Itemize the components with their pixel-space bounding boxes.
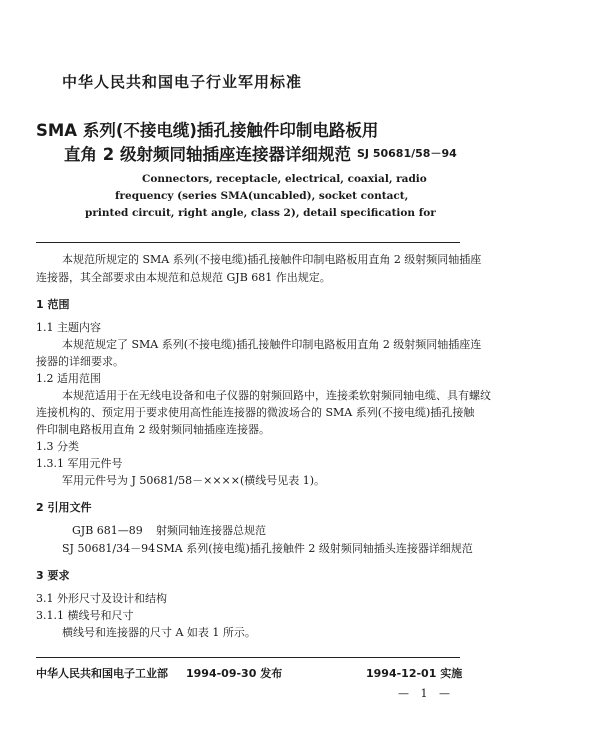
effective-date: 1994-12-01 实施	[366, 667, 463, 680]
section-1-2-text-line-1: 本规范适用于在无线电设备和电子仪器的射频回路中，连接柔软射频同轴电缆、具有螺纹	[62, 389, 491, 402]
section-1-3-1-heading: 1.3.1 军用元件号	[36, 457, 123, 470]
section-1-3-heading: 1.3 分类	[36, 440, 79, 453]
section-2-heading: 2 引用文件	[36, 501, 92, 514]
issue-date: 1994-09-30 发布	[186, 667, 283, 680]
english-title-line-1: Connectors, receptacle, electrical, coaxial, radio	[142, 173, 427, 185]
section-1-2-text-line-2: 连接机构的、预定用于要求使用高性能连接器的微波场合的 SMA 系列(不接电缆)插孔接触	[36, 406, 475, 419]
document-title-line-2: 直角 2 级射频同轴插座连接器详细规范	[64, 145, 351, 164]
english-title-line-2: frequency (series SMA(uncabled), socket contact,	[115, 190, 409, 202]
standard-category: 中华人民共和国电子行业军用标准	[62, 73, 303, 91]
section-1-1-text-line-2: 接器的详细要求。	[36, 355, 124, 368]
section-1-3-1-text: 军用元件号为 J 50681/58－××××(横线号见表 1)。	[62, 474, 326, 487]
reference-title: SMA 系列(接电缆)插孔接触件 2 级射频同轴插头连接器详细规范	[156, 542, 473, 555]
reference-title: 射频同轴连接器总规范	[156, 524, 266, 537]
page-number: — 1 —	[398, 687, 454, 700]
section-3-heading: 3 要求	[36, 569, 70, 582]
footer-divider	[36, 657, 460, 658]
section-1-heading: 1 范围	[36, 298, 70, 311]
section-1-1-heading: 1.1 主题内容	[36, 321, 101, 334]
intro-line-1: 本规范所规定的 SMA 系列(不接电缆)插孔接触件印制电路板用直角 2 级射频同轴插座	[62, 253, 482, 266]
section-3-1-heading: 3.1 外形尺寸及设计和结构	[36, 592, 167, 605]
intro-line-2: 连接器，其全部要求由本规范和总规范 GJB 681 作出规定。	[36, 271, 331, 284]
reference-code: SJ 50681/34－94	[62, 542, 156, 555]
english-title-line-3: printed circuit, right angle, class 2), detail specification for	[85, 207, 436, 219]
section-3-1-1-heading: 3.1.1 横线号和尺寸	[36, 609, 134, 622]
section-1-2-heading: 1.2 适用范围	[36, 372, 101, 385]
section-1-2-text-line-3: 件印制电路板用直角 2 级射频同轴插座连接器。	[36, 423, 270, 436]
document-title-line-1: SMA 系列(不接电缆)插孔接触件印制电路板用	[36, 121, 379, 140]
section-1-1-text-line-1: 本规范规定了 SMA 系列(不接电缆)插孔接触件印制电路板用直角 2 级射频同轴插座连	[62, 338, 482, 351]
issuer: 中华人民共和国电子工业部	[36, 667, 168, 680]
standard-number: SJ 50681/58－94	[357, 147, 457, 160]
header-divider	[36, 242, 460, 243]
section-3-1-1-text: 横线号和连接器的尺寸 A 如表 1 所示。	[62, 626, 256, 639]
reference-code: GJB 681—89	[72, 524, 143, 537]
